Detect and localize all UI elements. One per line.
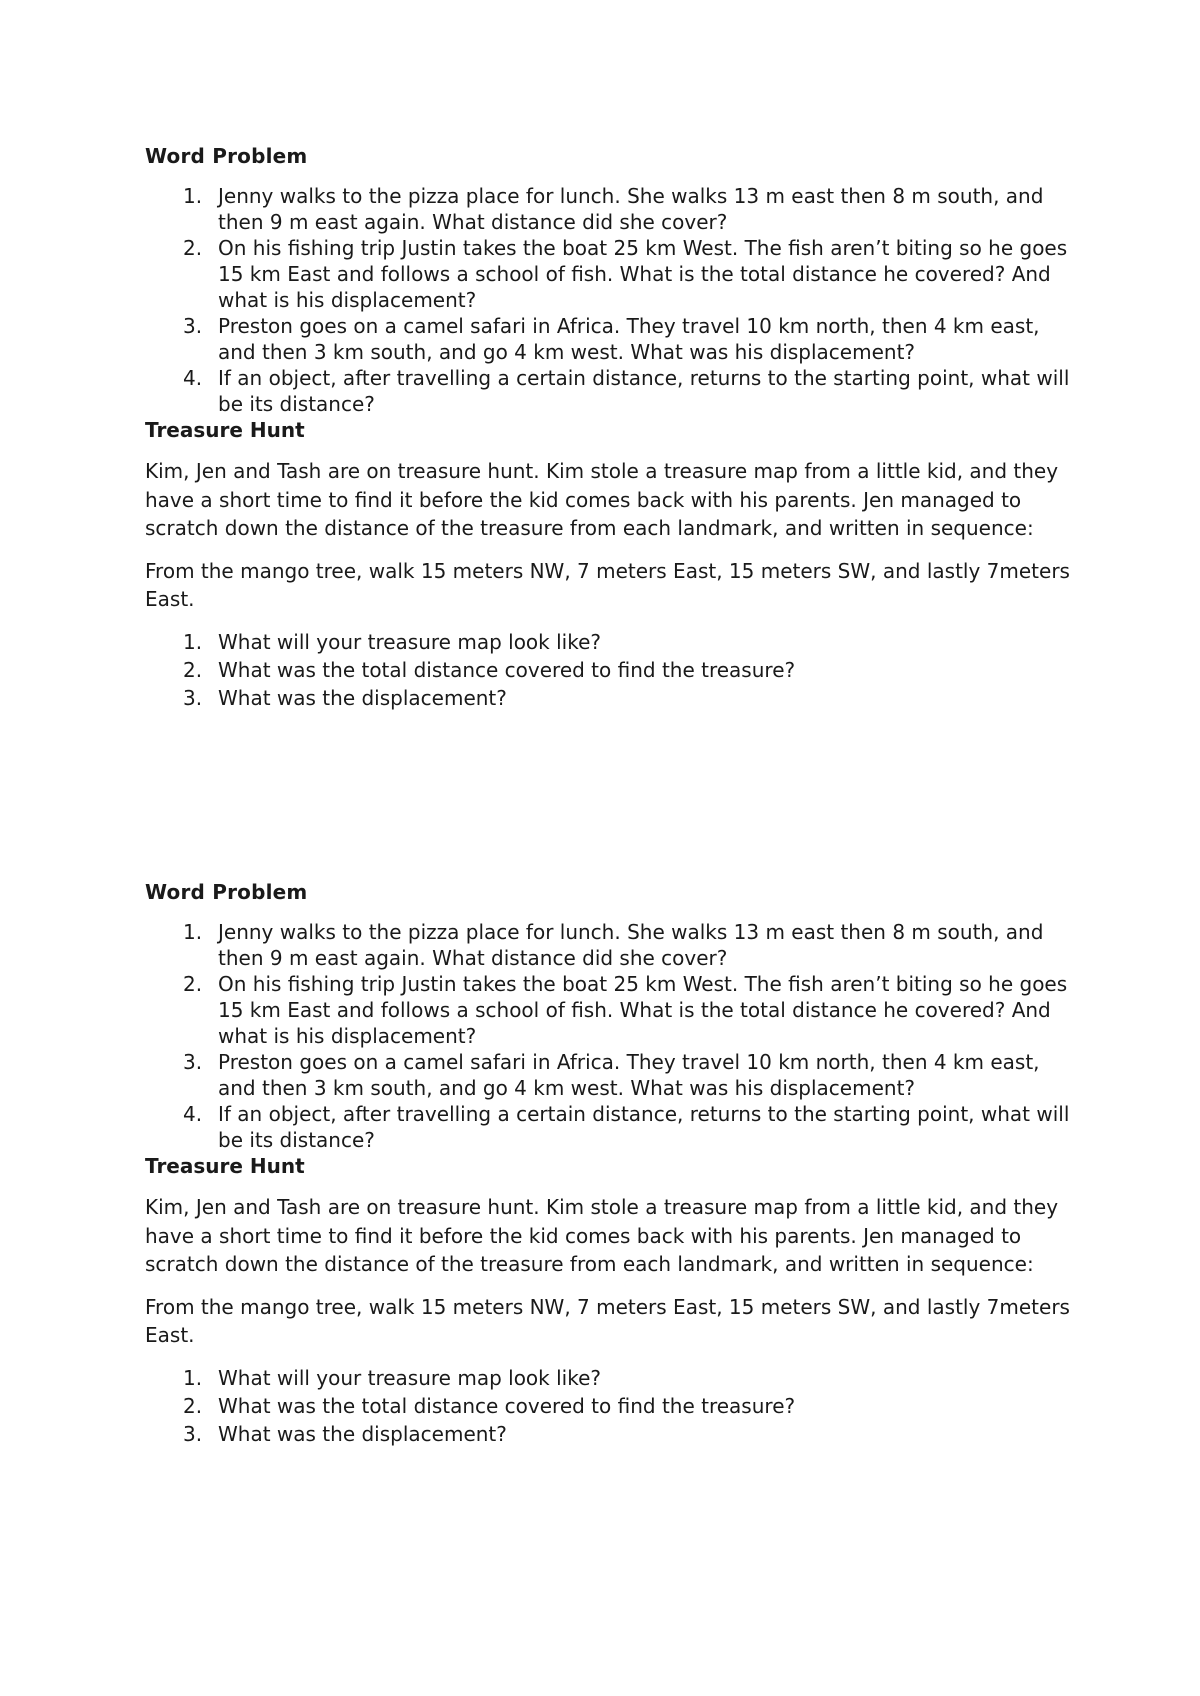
item-number: 2. [183,1393,203,1418]
item-number: 3. [183,314,203,338]
item-text: What was the total distance covered to find the treasure? [218,1393,796,1418]
item-number: 3. [183,1050,203,1074]
treasure-questions-list [145,1364,1075,1448]
treasure-directions-paragraph: From the mango tree, walk 15 meters NW, 7 meters East, 15 meters SW, and lastly 7meters East. [145,558,1070,611]
word-problem-heading: Word Problem [145,144,308,168]
item-text: Jenny walks to the pizza place for lunch. She walks 13 m east then 8 m south, and then 9 m east again. What distance did she cover? [218,184,1044,234]
treasure-story-paragraph: Kim, Jen and Tash are on treasure hunt. Kim stole a treasure map from a little kid, and they have a short time to find it before the kid comes back with his parents. Jen managed to scratch down the distance of the treasure from each landmark, and written in sequence: [145,459,1059,540]
item-text: Jenny walks to the pizza place for lunch. She walks 13 m east then 8 m south, and then 9 m east again. What distance did she cover? [218,920,1044,970]
item-text: Preston goes on a camel safari in Africa. They travel 10 km north, then 4 km east, and then 3 km south, and go 4 km west. What was his displacement? [218,1050,1040,1100]
treasure-questions-list [145,628,1075,712]
item-number: 4. [183,366,203,390]
item-number: 2. [183,236,203,260]
item-number: 1. [183,184,203,208]
item-number: 3. [183,685,203,710]
item-number: 2. [183,972,203,996]
treasure-story-paragraph: Kim, Jen and Tash are on treasure hunt. Kim stole a treasure map from a little kid, and they have a short time to find it before the kid comes back with his parents. Jen managed to scratch down the distance of the treasure from each landmark, and written in sequence: [145,1195,1059,1276]
item-text: On his fishing trip Justin takes the boat 25 km West. The fish aren’t biting so he goes 15 km East and follows a school of fish. What is the total distance he covered? And what is his displacement? [218,972,1068,1048]
treasure-directions-paragraph: From the mango tree, walk 15 meters NW, 7 meters East, 15 meters SW, and lastly 7meters East. [145,1294,1070,1347]
item-number: 1. [183,920,203,944]
item-text: Preston goes on a camel safari in Africa. They travel 10 km north, then 4 km east, and then 3 km south, and go 4 km west. What was his displacement? [218,314,1040,364]
list-item [145,971,1075,1049]
list-item [145,235,1075,313]
item-text: If an object, after travelling a certain distance, returns to the starting point, what will be its distance? [218,1102,1070,1152]
word-problem-list [145,919,1075,1153]
item-text: What will your treasure map look like? [218,629,602,654]
list-item [145,1049,1075,1101]
list-item [145,183,1075,235]
treasure-hunt-heading: Treasure Hunt [145,1154,305,1178]
word-problem-list [145,183,1075,417]
item-text: What will your treasure map look like? [218,1365,602,1390]
list-item [145,1364,1075,1392]
item-number: 1. [183,1365,203,1390]
worksheet-copy-1 [145,143,1075,712]
item-text: What was the displacement? [218,685,507,710]
list-item [145,313,1075,365]
item-number: 2. [183,657,203,682]
list-item [145,628,1075,656]
item-text: What was the total distance covered to find the treasure? [218,657,796,682]
item-text: If an object, after travelling a certain distance, returns to the starting point, what will be its distance? [218,366,1070,416]
list-item [145,365,1075,417]
item-text: On his fishing trip Justin takes the boat 25 km West. The fish aren’t biting so he goes 15 km East and follows a school of fish. What is the total distance he covered? And what is his displacement? [218,236,1068,312]
list-item [145,684,1075,712]
worksheet-copy-2 [145,879,1075,1448]
item-number: 3. [183,1421,203,1446]
list-item [145,919,1075,971]
list-item [145,1392,1075,1420]
treasure-hunt-heading: Treasure Hunt [145,418,305,442]
list-item [145,656,1075,684]
item-text: What was the displacement? [218,1421,507,1446]
list-item [145,1101,1075,1153]
word-problem-heading: Word Problem [145,880,308,904]
item-number: 1. [183,629,203,654]
list-item [145,1420,1075,1448]
item-number: 4. [183,1102,203,1126]
